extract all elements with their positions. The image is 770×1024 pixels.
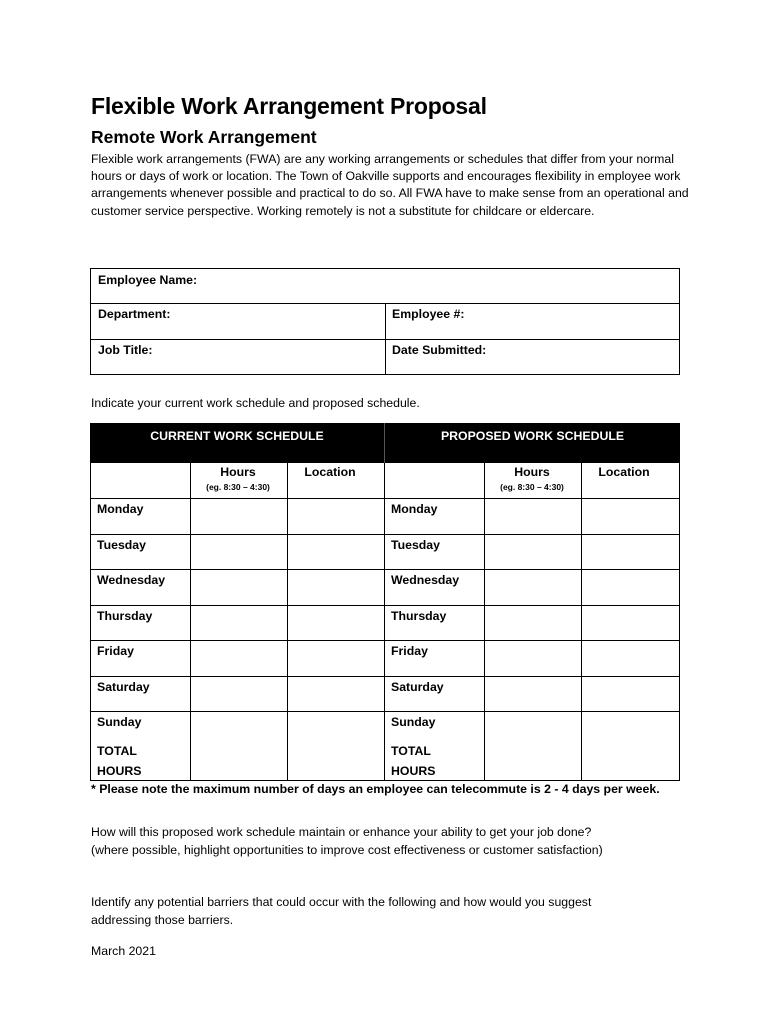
proposed-day-label: Tuesday (391, 538, 440, 552)
question-line-2: (where possible, highlight opportunities to improve cost effectiveness or customer satisfaction) (91, 842, 603, 857)
schedule-table (90, 423, 680, 781)
barriers-line-2: addressing those barriers. (91, 912, 234, 927)
document-subtitle: Remote Work Arrangement (91, 127, 317, 147)
current-hours-cell[interactable] (191, 677, 287, 711)
current-hours-header: Hours (220, 465, 256, 479)
current-hours-example: (eg. 8:30 – 4:30) (206, 482, 270, 492)
proposed-location-header: Location (598, 465, 650, 479)
schedule-column-line (384, 463, 385, 781)
current-day-label: Wednesday (97, 573, 166, 587)
telecommute-note: * Please note the maximum number of days an employee can telecommute is 2 - 4 days per week. (91, 782, 660, 796)
department-field[interactable]: Department: (98, 307, 171, 321)
proposed-hours-cell[interactable] (485, 606, 581, 640)
proposed-hours-cell[interactable] (485, 499, 581, 534)
proposed-total-hours-label-2: HOURS (391, 764, 436, 778)
proposed-location-cell[interactable] (582, 641, 679, 676)
proposed-hours-header: Hours (514, 465, 550, 479)
current-location-cell[interactable] (288, 641, 384, 676)
proposed-hours-example: (eg. 8:30 – 4:30) (500, 482, 564, 492)
current-day-label: Monday (97, 502, 144, 516)
intro-paragraph: Flexible work arrangements (FWA) are any working arrangements or schedules that differ from your normal hours or days of work or location. The Town of Oakville supports and encourages flexibility in employee work arrangements whenever possible and practical to do so. All FWA have to make sense from an operational and customer service perspective. Working remotely is not a substitute for childcare or eldercare. (91, 152, 689, 218)
document-title: Flexible Work Arrangement Proposal (91, 93, 487, 119)
question-line-1: How will this proposed work schedule maintain or enhance your ability to get your job done? (91, 825, 592, 839)
proposed-total-hours-label-1: TOTAL (391, 744, 431, 758)
proposed-location-cell[interactable] (582, 677, 679, 711)
proposed-location-cell[interactable] (582, 499, 679, 534)
schedule-instruction: Indicate your current work schedule and proposed schedule. (91, 396, 420, 410)
current-total-hours-label-2: HOURS (97, 764, 142, 778)
schedule-column-line (90, 463, 91, 781)
current-day-label: Saturday (97, 680, 150, 694)
schedule-column-line (679, 463, 680, 781)
proposed-hours-cell[interactable] (485, 570, 581, 605)
work-schedule-question (91, 824, 711, 859)
current-schedule-header: CURRENT WORK SCHEDULE (150, 429, 324, 443)
barriers-question (91, 894, 711, 929)
proposed-schedule-header: PROPOSED WORK SCHEDULE (440, 429, 625, 443)
current-day-label: Sunday (97, 715, 142, 729)
current-hours-cell[interactable] (191, 712, 287, 781)
proposed-location-cell[interactable] (582, 606, 679, 640)
current-location-cell[interactable] (288, 712, 384, 781)
job-title-field[interactable]: Job Title: (98, 343, 153, 357)
proposed-hours-cell[interactable] (485, 677, 581, 711)
current-location-cell[interactable] (288, 677, 384, 711)
current-location-cell[interactable] (288, 499, 384, 534)
current-hours-cell[interactable] (191, 641, 287, 676)
proposed-hours-cell[interactable] (485, 712, 581, 781)
current-location-cell[interactable] (288, 535, 384, 569)
proposed-day-label: Saturday (391, 680, 444, 694)
proposed-location-cell[interactable] (582, 570, 679, 605)
proposed-day-label: Monday (391, 502, 438, 516)
current-day-label: Tuesday (97, 538, 146, 552)
barriers-line-1: Identify any potential barriers that could occur with the following and how would you suggest (91, 895, 592, 909)
employee-info-table (90, 268, 680, 375)
proposed-hours-cell[interactable] (485, 641, 581, 676)
proposed-day-label: Sunday (391, 715, 436, 729)
current-location-cell[interactable] (288, 606, 384, 640)
current-total-hours-label-1: TOTAL (97, 744, 137, 758)
current-hours-cell[interactable] (191, 570, 287, 605)
proposed-day-label: Friday (391, 644, 428, 658)
current-hours-cell[interactable] (191, 499, 287, 534)
current-location-cell[interactable] (288, 570, 384, 605)
current-hours-cell[interactable] (191, 535, 287, 569)
proposed-day-label: Wednesday (391, 573, 460, 587)
current-hours-cell[interactable] (191, 606, 287, 640)
current-location-header: Location (304, 465, 356, 479)
proposed-hours-cell[interactable] (485, 535, 581, 569)
footer-date: March 2021 (91, 944, 156, 958)
employee-number-field[interactable]: Employee #: (392, 307, 465, 321)
current-day-label: Friday (97, 644, 134, 658)
proposed-location-cell[interactable] (582, 712, 679, 781)
proposed-day-label: Thursday (391, 609, 447, 623)
current-day-label: Thursday (97, 609, 153, 623)
info-column-divider (385, 303, 386, 374)
employee-name-field[interactable]: Employee Name: (98, 273, 198, 287)
proposed-location-cell[interactable] (582, 535, 679, 569)
date-submitted-field[interactable]: Date Submitted: (392, 343, 487, 357)
